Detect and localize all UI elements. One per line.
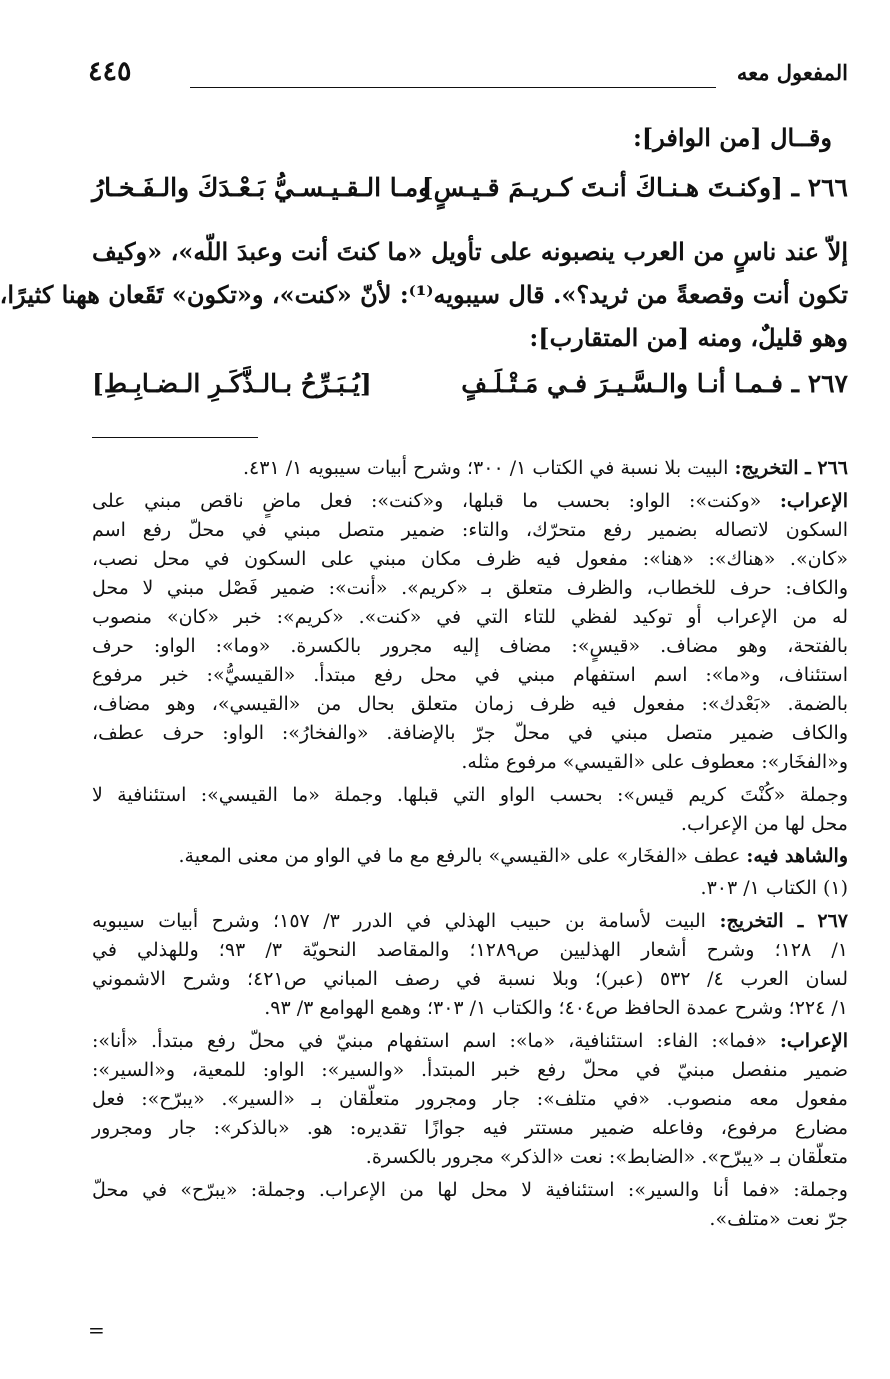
note-266-irab-line: «كان». «هناك»: «هنا»: مفعول فيه ظرف مكان مبني على السكون في محل نصب، xyxy=(92,548,848,570)
note-266-irab-line: و«الفخَار»: معطوف على «القيسي» مرفوع مثله. xyxy=(461,751,848,773)
note-266-irab-line: استئناف، و«ما»: اسم استفهام مبني في محل رفع مبتدأ. «القيسيُّ»: خبر مرفوع xyxy=(92,664,848,686)
verse-266-first-hemistich: ٢٦٦ ـ [وكنـتَ هـنـاكَ أنـتَ كـريـمَ قـيـسٍ] xyxy=(421,173,848,202)
intro-line: وقــال [من الوافر]: xyxy=(632,123,832,152)
note-267-irab-line: متعلّقان بـ «يبرّح». «الضابط»: نعت «الذكر» مجرور بالكسرة. xyxy=(365,1146,848,1168)
note-267-jumla-line: جرّ نعت «متلف». xyxy=(709,1208,848,1230)
paragraph-line-1: إلاّ عند ناسٍ من العرب ينصبونه على تأويل «ما كنتَ أنت وعبدَ اللّه»، «وكيف xyxy=(92,237,848,266)
note-267-irab-line: الإعراب: «فما»: الفاء: استئنافية، «ما»: اسم استفهام مبنيّ في محلّ رفع مبتدأ. «أنا»: xyxy=(92,1030,848,1052)
verse-267-first-hemistich: ٢٦٧ ـ فـمـا أنـا والـسَّـيـرَ فـي مَـتْـلَـفٍ xyxy=(461,369,848,398)
paragraph-line-2: تكون أنت وقصعةً من ثريد؟». قال سيبويه⁽¹⁾: لأنّ «كنت»، و«تكون» تَقَعان ههنا كثيرًا، xyxy=(0,280,848,309)
note-267-takhrij-line: ١/ ٢٢٤؛ وشرح عمدة الحافظ ص٤٠٤؛ والكتاب ١/ ٣٠٣؛ وهمع الهوامع ٣/ ٩٣. xyxy=(264,997,848,1019)
note-266-irab-line: والكاف ضمير متصل مبني في محلّ جرّ بالإضافة. «والفخارُ»: الواو: حرف عطف، xyxy=(92,722,848,744)
footnote-1: (١) الكتاب ١/ ٣٠٣. xyxy=(700,877,848,899)
note-266-irab-line: السكون لاتصاله بضمير رفع متحرّك، والتاء: ضمير متصل مبني في محلّ رفع اسم xyxy=(92,519,848,541)
note-267-irab-line: ضمير منفصل مبنيّ في محلّ رفع خبر المبتدأ. «والسير»: الواو: للمعية، و«السير»: xyxy=(92,1059,848,1081)
note-267-irab-line: مضارع مرفوع، وفاعله ضمير مستتر فيه جوازًا تقديره: هو. «بالذكر»: جار ومجرور xyxy=(92,1117,848,1139)
note-label: ٢٦٧ ـ التخريج: xyxy=(719,910,848,932)
chapter-title: المفعول معه xyxy=(736,60,848,85)
note-266-shahid: والشاهد فيه: عطف «الفخَار» على «القيسي» بالرفع مع ما في الواو من معنى المعية. xyxy=(178,845,848,867)
note-267-jumla-line: وجملة: «فما أنا والسير»: استئنافية لا محل لها من الإعراب. وجملة: «يبرّح» في محلّ xyxy=(92,1179,848,1201)
verse-266-second-hemistich: ومـا الـقـيـسـيُّ بَـعْـدَكَ والـفَـخـارُ xyxy=(92,173,431,202)
note-label: ٢٦٦ ـ التخريج: xyxy=(734,457,848,479)
margin-mark: = xyxy=(88,1318,105,1342)
note-266-irab-line: له من الإعراب أو توكيد لفظي للتاء التي في «كنت». «كريم»: خبر «كان» منصوب xyxy=(92,606,848,628)
note-266-irab-line: والكاف: حرف للخطاب، والظرف متعلق بـ «كريم». «أنت»: ضمير فَصْل مبني لا محل xyxy=(92,577,848,599)
page-number: ٤٤٥ xyxy=(88,56,132,87)
note-267-takhrij-line: لسان العرب ٤/ ٥٣٢ (عبر)؛ وبلا نسبة في رصف المباني ص٤٢١؛ وشرح الاشموني xyxy=(92,968,849,990)
note-label: الإعراب: xyxy=(779,1030,848,1052)
note-label: الإعراب: xyxy=(779,490,848,512)
note-267-irab-line: مفعول معه منصوب. «في متلف»: جار ومجرور متعلّقان بـ «السير». «يبرّح»: فعل xyxy=(92,1088,848,1110)
note-266-jumla-line: وجملة «كُنْتَ كريم قيس»: بحسب الواو التي قبلها. وجملة «ما القيسي»: استئنافية لا xyxy=(92,784,848,806)
note-266-irab-line: بالضمة. «بَعْدك»: مفعول فيه ظرف زمان متعلق بحال من «القيسي»، وهو مضاف، xyxy=(92,693,848,715)
note-266-jumla-line: محل لها من الإعراب. xyxy=(680,813,848,835)
note-266-irab-line: الإعراب: «وكنت»: الواو: بحسب ما قبلها، و«كنت»: فعل ماضٍ ناقص مبني على xyxy=(92,490,848,512)
note-266-irab-line: بالفتحة، وهو مضاف. «قيسٍ»: مضاف إليه مجرور بالكسرة. «وما»: الواو: حرف xyxy=(92,635,848,657)
note-266-takhrij: ٢٦٦ ـ التخريج: البيت بلا نسبة في الكتاب ١/ ٣٠٠؛ وشرح أبيات سيبويه ١/ ٤٣١. xyxy=(243,457,848,479)
verse-267-second-hemistich: [يُـبَـرِّحُ بـالـذَّكَـرِ الـضـابِـطِ] xyxy=(92,369,372,398)
note-267-takhrij-line: ١/ ١٢٨؛ وشرح أشعار الهذليين ص١٢٨٩؛ والمقاصد النحويّة ٣/ ٩٣؛ وللهذلي في xyxy=(92,939,849,961)
note-267-takhrij-line: ٢٦٧ ـ التخريج: البيت لأسامة بن حبيب الهذلي في الدرر ٣/ ١٥٧؛ وشرح أبيات سيبويه xyxy=(92,910,848,932)
note-label: والشاهد فيه: xyxy=(746,845,848,867)
paragraph-line-3: وهو قليلٌ، ومنه [من المتقارب]: xyxy=(529,323,848,352)
